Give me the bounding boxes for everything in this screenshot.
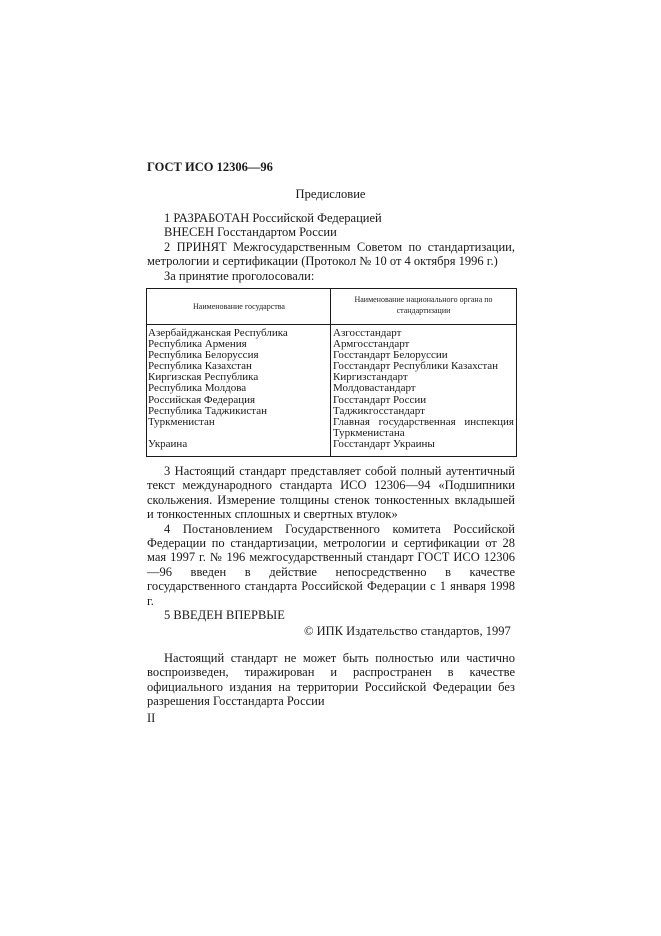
table-cell-body: Молдовастандарт <box>333 382 416 395</box>
developed-by: 1 РАЗРАБОТАН Российской Федерацией <box>164 211 382 225</box>
notice-text: Настоящий стандарт не может быть полностью или частично воспроизведен, тиражирован и распространен в качестве официального издания на территории Российской Федерации без разрешения Госстандарта России <box>147 651 515 709</box>
table-cell-state: Российская Федерация <box>148 393 256 406</box>
table-cell-body: Госстандарт России <box>333 393 427 406</box>
copyright-line: © ИПК Издательство стандартов, 1997 <box>304 624 511 638</box>
table-cell-body: Армгосстандарт <box>333 338 410 351</box>
intro-block <box>147 211 515 283</box>
item-enactment: 4 Постановлением Государственного комитета Российской Федерации по стандартизации, метрологии и сертификации от 28 мая 1997 г. № 196 межгосударственный стандарт ГОСТ ИСО 12306—96 введен в действие непосредственно в качестве государственного стандарта Российской Федерации с 1 января 1998 г. <box>147 521 515 608</box>
introduced-by: ВНЕСЕН Госстандартом России <box>164 225 337 240</box>
states-column <box>148 328 328 450</box>
table-cell-body: Таджикгосстандарт <box>333 404 425 417</box>
item-authentic-text: 3 Настоящий стандарт представляет собой полный аутентичный текст международного стандарта ИСО 12306—94 «Подшипники скольжения. Измерение толщины стенок тонкостенных вкладышей и тонкостенных сплошных и свертных втулок» <box>147 464 515 522</box>
table-cell-body: Туркменистана <box>333 426 405 439</box>
standard-code-header: ГОСТ ИСО 12306—96 <box>147 160 273 174</box>
page-number: II <box>147 711 156 725</box>
voted-for-label: За принятие проголосовали: <box>164 268 315 283</box>
table-cell-state: Республика Казахстан <box>148 360 252 373</box>
adopted-by: 2 ПРИНЯТ Межгосударственным Советом по стандартизации, метрологии и сертификации (Протокол № 10 от 4 октября 1996 г.) <box>147 239 515 269</box>
table-cell-state: Туркменистан <box>148 415 215 428</box>
table-cell-body: Азгосстандарт <box>333 327 402 339</box>
table-cell-state: Республика Белоруссия <box>148 349 259 362</box>
voting-states-table <box>146 288 517 457</box>
table-cell-body: Киргизстандарт <box>333 371 408 384</box>
table-cell-body: Госстандарт Белоруссии <box>333 349 448 362</box>
table-cell-state: Азербайджанская Республика <box>148 327 288 339</box>
bodies-column <box>333 328 514 450</box>
table-cell-state: Киргизская Республика <box>148 371 259 384</box>
reproduction-notice <box>147 651 515 709</box>
table-column-divider <box>330 288 331 457</box>
table-cell-body: Госстандарт Украины <box>333 437 435 450</box>
items-block <box>147 464 515 622</box>
table-cell-body: Главная государственная инспекция <box>333 415 514 428</box>
table-cell-state: Республика Молдова <box>148 382 247 395</box>
table-cell-state: Украина <box>148 437 188 450</box>
section-title: Предисловие <box>295 187 366 201</box>
table-cell-state: Республика Таджикистан <box>148 404 267 417</box>
table-cell-state: Республика Армения <box>148 338 247 351</box>
table-cell-body: Госстандарт Республики Казахстан <box>333 360 499 373</box>
item-first-introduced: 5 ВВЕДЕН ВПЕРВЫЕ <box>164 608 285 623</box>
table-header-divider <box>146 324 517 325</box>
table-header-state: Наименование государства <box>193 302 285 311</box>
table-header-body: Наименование национального органа по стандартизации <box>354 295 493 315</box>
